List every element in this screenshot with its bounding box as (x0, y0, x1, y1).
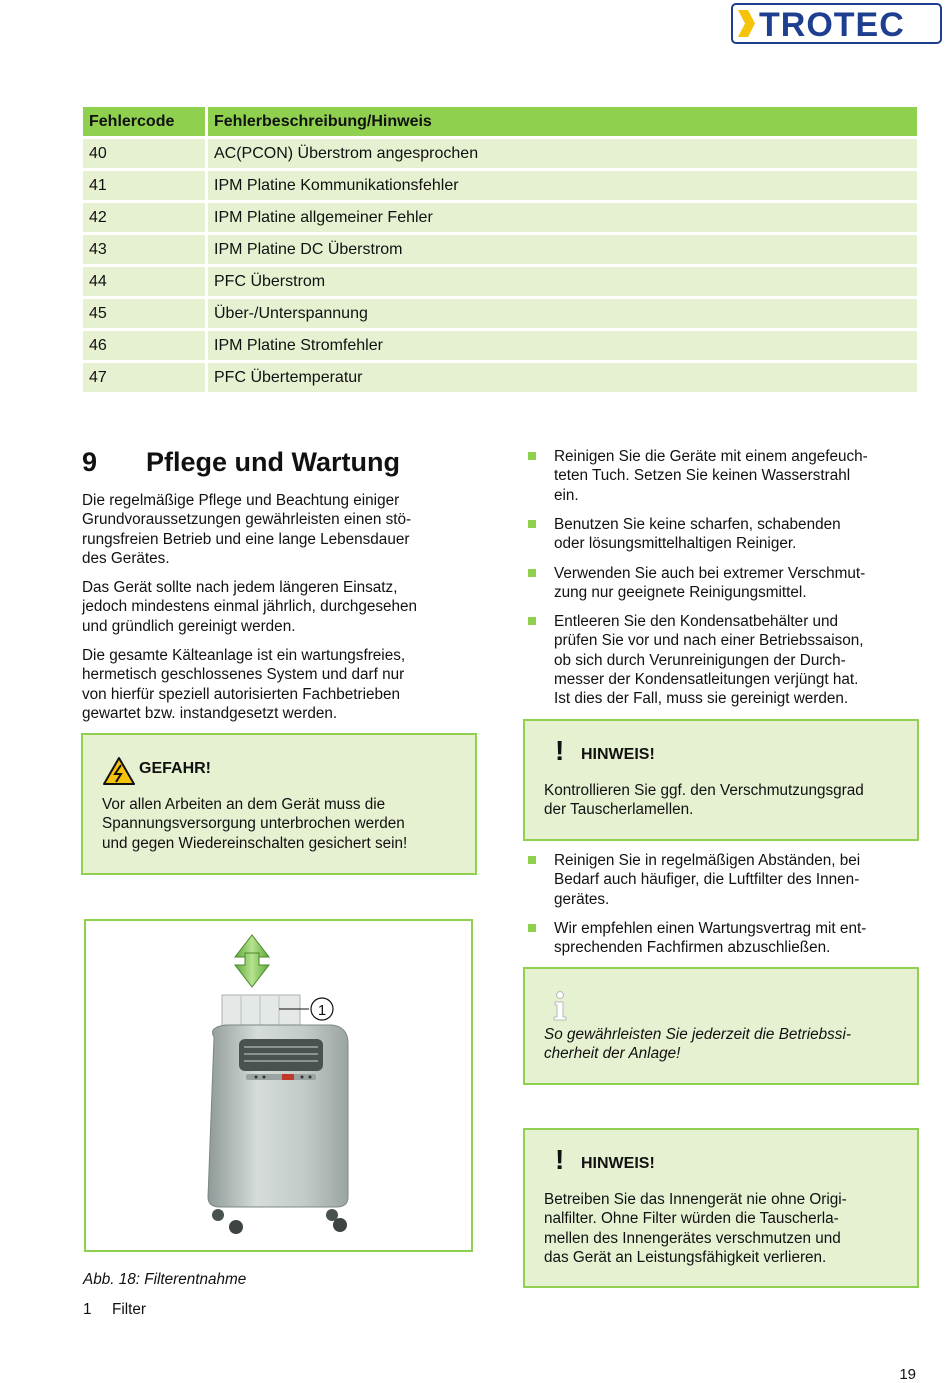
table-row (83, 267, 917, 296)
table-row (83, 331, 917, 360)
paragraph-inspection (82, 578, 477, 636)
list-item (528, 612, 913, 708)
danger-text (102, 795, 472, 853)
text-line: Entleeren Sie den Kondensatbehälter und (554, 613, 839, 630)
text-line: mellen des Innengerätes verschmutzen und (544, 1229, 841, 1247)
exclamation-icon: ! (555, 1144, 565, 1175)
trotec-logo (731, 3, 942, 44)
cell-description: AC(PCON) Überstrom angesprochen (208, 139, 917, 168)
table-row (83, 299, 917, 328)
exclamation-icon: ! (555, 735, 565, 766)
bullet-square-icon (528, 924, 536, 932)
callout-label: 1 (317, 1002, 327, 1019)
text-line: sprechenden Fachfirmen abzuschließen. (554, 939, 831, 957)
text-line: Verwenden Sie auch bei extremer Verschmut- (554, 565, 866, 582)
text-line: Das Gerät sollte nach jedem längeren Einsatz, (82, 579, 398, 596)
table-row (83, 171, 917, 200)
bullet-square-icon (528, 520, 536, 528)
text-line: Reinigen Sie die Geräte mit einem angefeuch- (554, 448, 868, 465)
table-row (83, 235, 917, 264)
table-row (83, 363, 917, 392)
cell-code: 42 (83, 203, 208, 232)
text-line: gerätes. (554, 890, 610, 908)
list-item (528, 919, 913, 958)
error-code-table (83, 104, 917, 395)
text-line: der Tauscherlamellen. (544, 801, 694, 819)
danger-box (81, 733, 477, 875)
cell-code: 40 (83, 139, 208, 168)
cell-description: PFC Überstrom (208, 267, 917, 296)
text-line: Spannungsversorgung unterbrochen werden (102, 815, 405, 833)
text-line: Benutzen Sie keine scharfen, schabenden (554, 516, 841, 533)
figure-filter-removal (84, 919, 473, 1252)
list-item (528, 515, 913, 554)
text-line: ein. (554, 486, 579, 504)
table-row (83, 139, 917, 168)
cell-code: 44 (83, 267, 208, 296)
notice-text (544, 781, 914, 820)
figure-caption: Abb. 18: Filterentnahme (83, 1271, 247, 1288)
bullet-square-icon (528, 569, 536, 577)
text-line: hermetisch geschlossenes System und darf nur (82, 666, 405, 684)
legend-number: 1 (83, 1301, 92, 1318)
text-line: Wir empfehlen einen Wartungsvertrag mit ent- (554, 920, 867, 937)
info-box (523, 967, 919, 1085)
cell-code: 47 (83, 363, 208, 392)
paragraph-care (82, 491, 477, 568)
text-line: Kontrollieren Sie ggf. den Verschmutzungsgrad (544, 782, 864, 799)
legend-text: Filter (112, 1301, 146, 1318)
air-conditioner-illustration (86, 921, 471, 1250)
paragraph-refrigeration (82, 646, 477, 723)
text-line: und gründlich gereinigt werden. (82, 617, 296, 635)
info-text (544, 1025, 914, 1064)
text-line: Betreiben Sie das Innengerät nie ohne Origi- (544, 1191, 847, 1208)
bullet-square-icon (528, 856, 536, 864)
text-line: So gewährleisten Sie jederzeit die Betriebssi- (544, 1026, 851, 1043)
text-line: teten Tuch. Setzen Sie keinen Wasserstrahl (554, 467, 851, 485)
text-line: von hierfür speziell autorisierten Fachbetrieben (82, 685, 401, 703)
text-line: Die gesamte Kälteanlage ist ein wartungsfreies, (82, 647, 406, 664)
bullet-square-icon (528, 617, 536, 625)
notice-title: HINWEIS! (581, 1155, 655, 1172)
cell-description: IPM Platine Stromfehler (208, 331, 917, 360)
text-line: Bedarf auch häufiger, die Luftfilter des Innen- (554, 871, 860, 889)
notice-title: HINWEIS! (581, 746, 655, 763)
text-line: zung nur geeignete Reinigungsmittel. (554, 584, 807, 602)
text-line: nalfilter. Ohne Filter würden die Tauscherla- (544, 1210, 839, 1228)
text-line: jedoch mindestens einmal jährlich, durchgesehen (82, 598, 418, 616)
notice-text (544, 1190, 914, 1267)
table-row (83, 203, 917, 232)
text-line: Grundvoraussetzungen gewährleisten einen stö- (82, 511, 412, 529)
notice-box (523, 719, 919, 841)
text-line: ob sich durch Verunreinigungen der Durch- (554, 651, 846, 669)
table-header-row (83, 107, 917, 136)
header-code: Fehlercode (83, 107, 208, 136)
header-description: Fehlerbeschreibung/Hinweis (208, 107, 917, 136)
notice-box (523, 1128, 919, 1288)
list-item (528, 851, 913, 909)
cell-description: Über-/Unterspannung (208, 299, 917, 328)
text-line: gewartet bzw. instandgesetzt werden. (82, 704, 338, 722)
text-line: und gegen Wiedereinschalten gesichert sein! (102, 834, 408, 852)
cell-description: IPM Platine allgemeiner Fehler (208, 203, 917, 232)
text-line: das Gerät an Leistungsfähigkeit verlieren. (544, 1248, 827, 1266)
text-line: cherheit der Anlage! (544, 1045, 681, 1063)
text-line: rungsfreien Betrieb und eine lange Lebensdauer (82, 530, 410, 548)
section-title: Pflege und Wartung (146, 447, 400, 477)
cell-code: 43 (83, 235, 208, 264)
list-item (528, 447, 913, 505)
page-number: 19 (899, 1366, 916, 1383)
text-line: Reinigen Sie in regelmäßigen Abständen, bei (554, 852, 861, 869)
text-line: Die regelmäßige Pflege und Beachtung einiger (82, 492, 400, 509)
cell-code: 41 (83, 171, 208, 200)
text-line: oder lösungsmittelhaltigen Reiniger. (554, 535, 797, 553)
info-icon (552, 991, 568, 1021)
section-number: 9 (82, 447, 98, 477)
cell-description: IPM Platine Kommunikationsfehler (208, 171, 917, 200)
text-line: messer der Kondensatleitungen verjüngt hat. (554, 670, 859, 688)
logo-text: TROTEC (759, 6, 905, 44)
danger-title: GEFAHR! (139, 760, 211, 777)
text-line: Ist dies der Fall, muss sie gereinigt werden. (554, 690, 849, 708)
text-line: prüfen Sie vor und nach einer Betriebssaison, (554, 632, 864, 650)
arrow-down-icon (235, 953, 269, 987)
warning-electric-icon (102, 756, 136, 786)
bullet-square-icon (528, 452, 536, 460)
text-line: des Gerätes. (82, 549, 170, 567)
text-line: Vor allen Arbeiten an dem Gerät muss die (102, 796, 386, 813)
cell-code: 45 (83, 299, 208, 328)
cell-description: IPM Platine DC Überstrom (208, 235, 917, 264)
cell-code: 46 (83, 331, 208, 360)
cell-description: PFC Übertemperatur (208, 363, 917, 392)
list-item (528, 564, 913, 603)
